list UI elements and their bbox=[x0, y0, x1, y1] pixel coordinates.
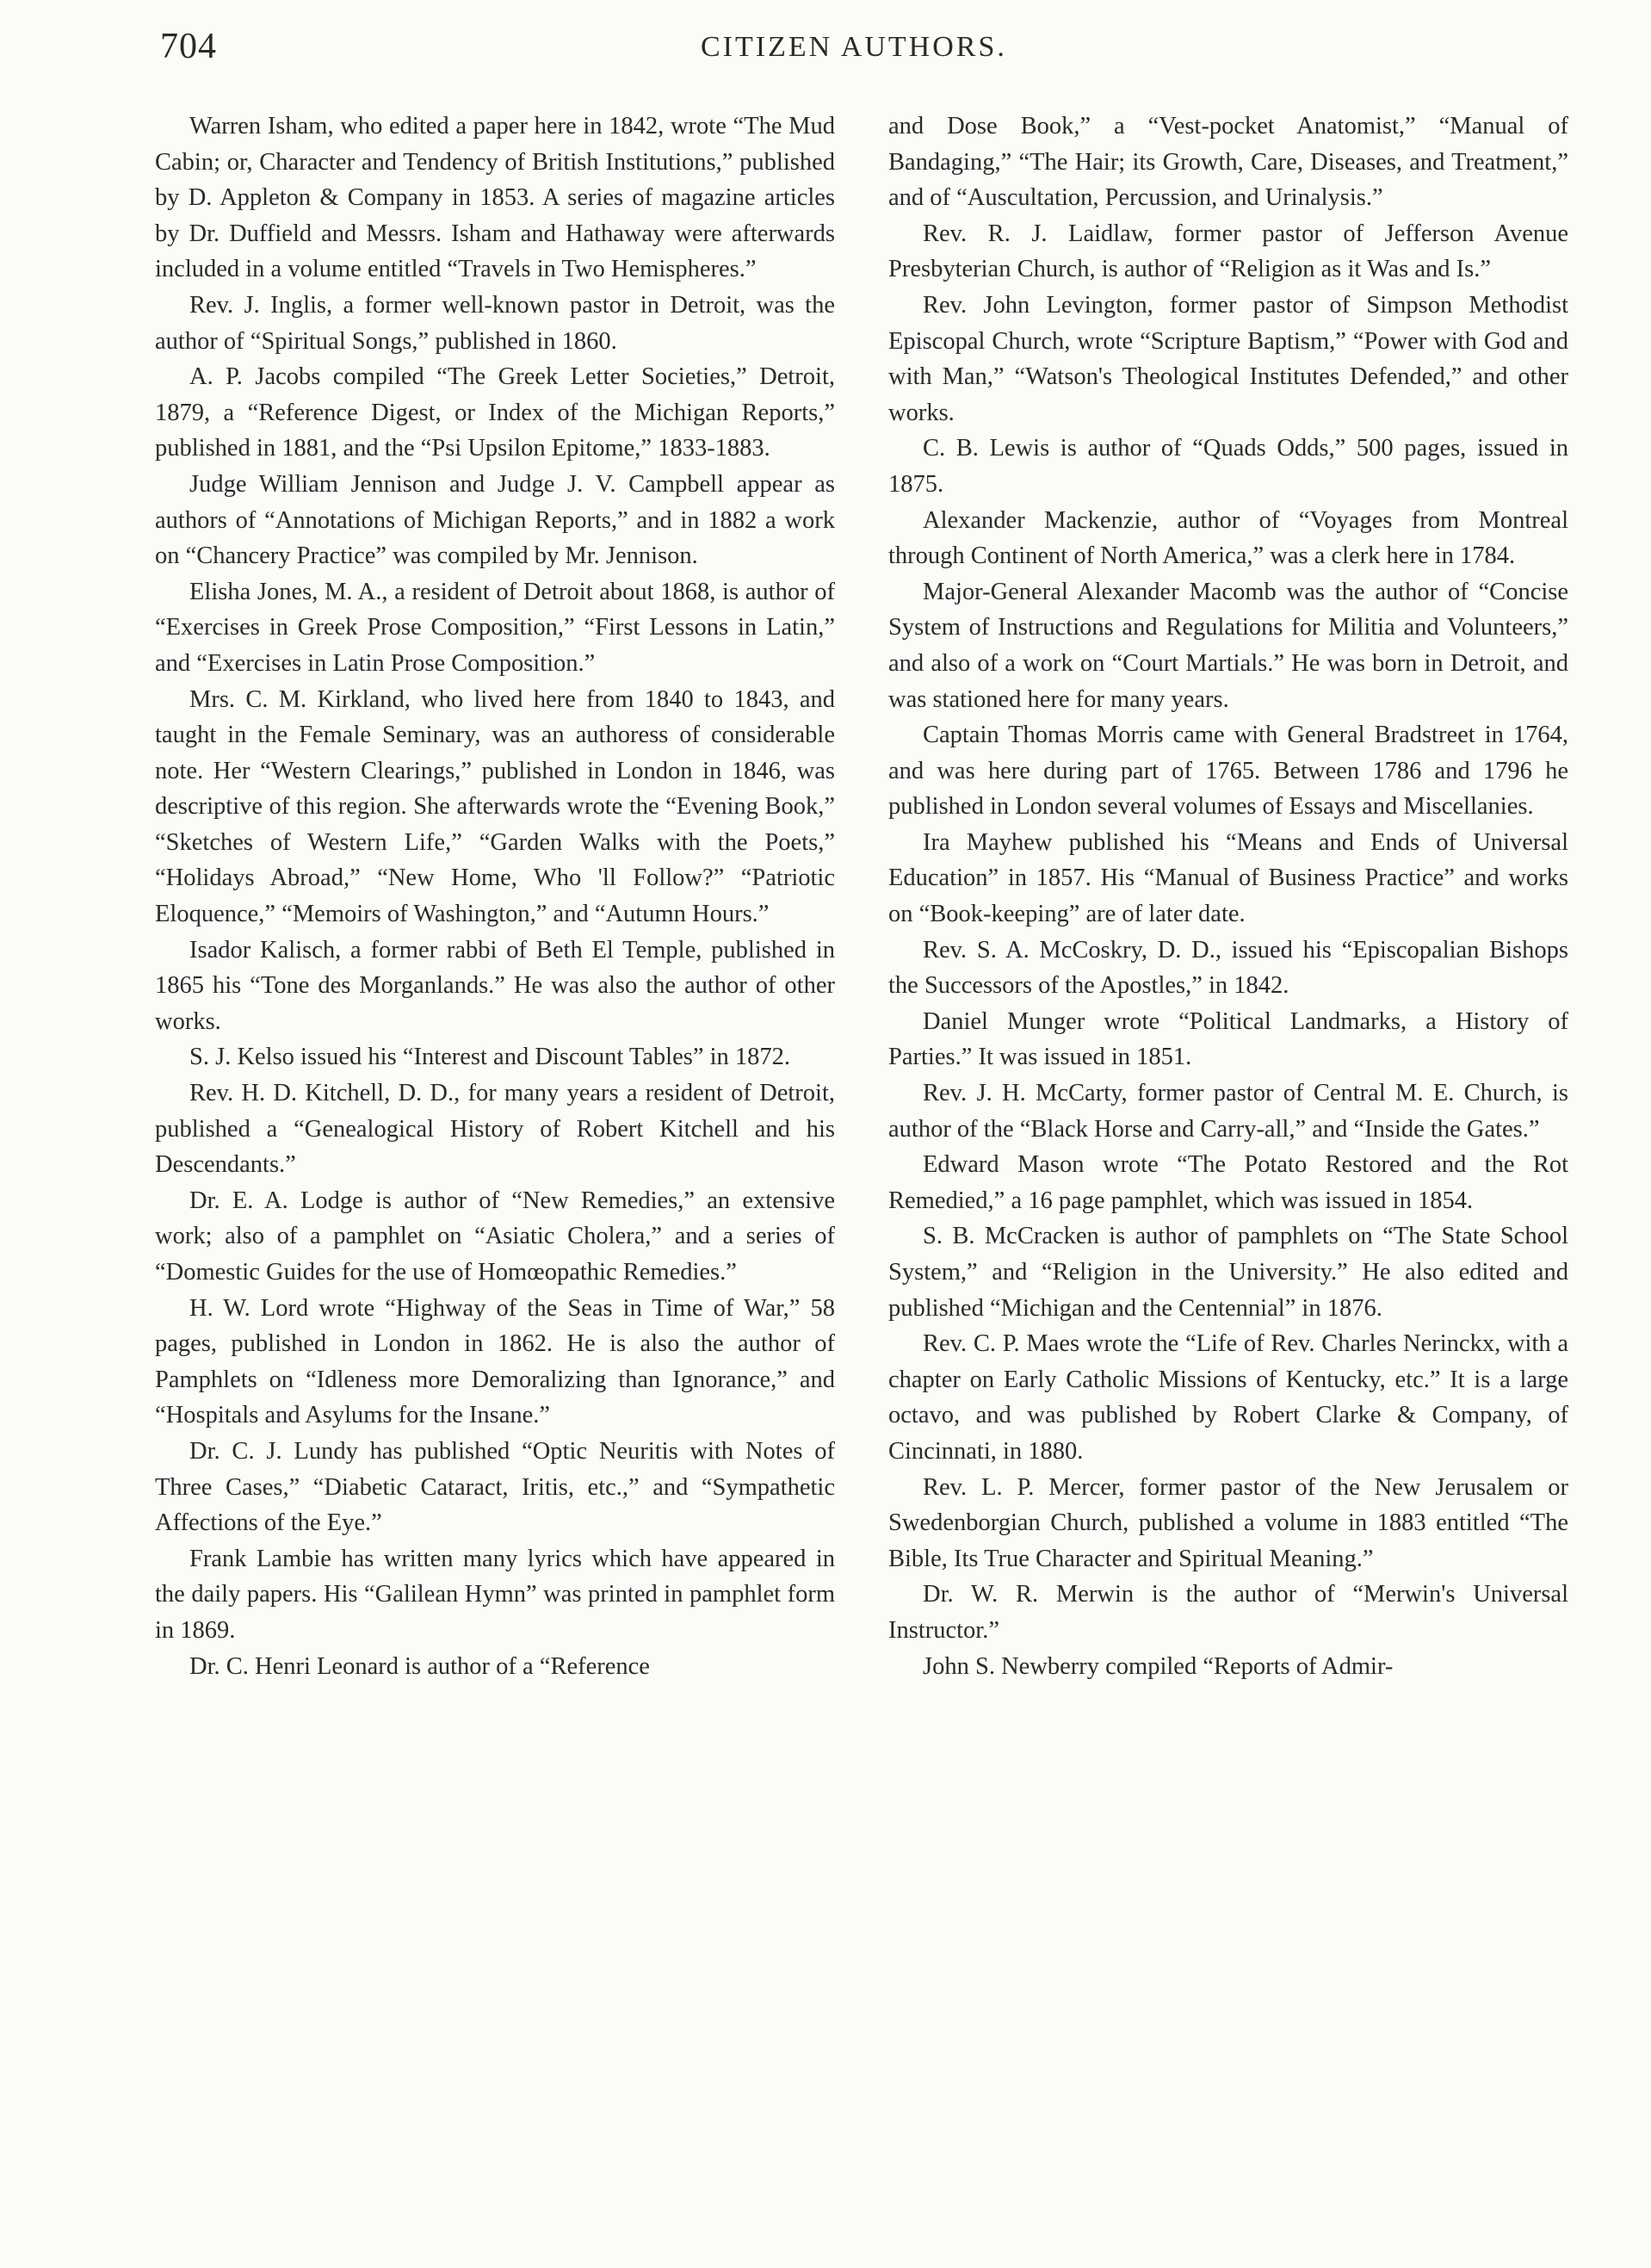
paragraph: Major-General Alexander Macomb was the author of “Concise System of Instructions and Regulations for Militia and Volunteers,” and also of a work on “Court Martials.” He was born in Detroit, and was stationed here for many years. bbox=[888, 578, 1568, 713]
left-column bbox=[155, 108, 835, 1684]
paragraph: Rev. J. H. McCarty, former pastor of Central M. E. Church, is author of the “Black Horse and Carry-all,” and “Inside the Gates.” bbox=[888, 1080, 1568, 1143]
paragraph: C. B. Lewis is author of “Quads Odds,” 500 pages, issued in 1875. bbox=[888, 435, 1568, 498]
paragraph: Rev. R. J. Laidlaw, former pastor of Jefferson Avenue Presbyterian Church, is author of “Religion as it Was and Is.” bbox=[888, 220, 1568, 283]
paragraph: Captain Thomas Morris came with General Bradstreet in 1764, and was here during part of 1765. Between 1786 and 1796 he published in London several volumes of Essays and Miscellanies. bbox=[888, 722, 1568, 821]
paragraph: Dr. C. J. Lundy has published “Optic Neuritis with Notes of Three Cases,” “Diabetic Cataract, Iritis, etc.,” and “Sympathetic Affections of the Eye.” bbox=[155, 1437, 835, 1537]
paragraph: Dr. W. R. Merwin is the author of “Merwin's Universal Instructor.” bbox=[888, 1581, 1568, 1644]
running-head: CITIZEN AUTHORS. bbox=[701, 31, 1007, 63]
paragraph: Ira Mayhew published his “Means and Ends of Universal Education” in 1857. His “Manual of Business Practice” and works on “Book-keeping” are of later date. bbox=[888, 828, 1568, 928]
continued-paragraph: and Dose Book,” a “Vest-pocket Anatomist,” “Manual of Bandaging,” “The Hair; its Growth, Care, Diseases, and Treatment,” and of “Auscultation, Percussion, and Urinalysis.” bbox=[888, 113, 1568, 212]
paragraph: Rev. C. P. Maes wrote the “Life of Rev. Charles Nerinckx, with a chapter on Early Catholic Missions of Kentucky, etc.” It is a large octavo, and was published by Robert Clarke & Company, of Cincinnati, in 1880. bbox=[888, 1330, 1568, 1465]
paragraph: Judge William Jennison and Judge J. V. Campbell appear as authors of “Annotations of Michigan Reports,” and in 1882 a work on “Chancery Practice” was compiled by Mr. Jennison. bbox=[155, 470, 835, 570]
paragraph: A. P. Jacobs compiled “The Greek Letter Societies,” Detroit, 1879, a “Reference Digest, or Index of the Michigan Reports,” published in 1881, and the “Psi Upsilon Epitome,” 1833-1883. bbox=[155, 363, 835, 462]
paragraph: Daniel Munger wrote “Political Landmarks, a History of Parties.” It was issued in 1851. bbox=[888, 1007, 1568, 1071]
paragraph: Edward Mason wrote “The Potato Restored and the Rot Remedied,” a 16 page pamphlet, which was issued in 1854. bbox=[888, 1151, 1568, 1214]
paragraph: Dr. E. A. Lodge is author of “New Remedies,” an extensive work; also of a pamphlet on “Asiatic Cholera,” and a series of “Domestic Guides for the use of Homœopathic Remedies.” bbox=[155, 1187, 835, 1286]
paragraph: Rev. H. D. Kitchell, D. D., for many years a resident of Detroit, published a “Genealogical History of Robert Kitchell and his Descendants.” bbox=[155, 1080, 835, 1179]
page-number: 704 bbox=[160, 27, 217, 66]
paragraph: Alexander Mackenzie, author of “Voyages from Montreal through Continent of North America,” was a clerk here in 1784. bbox=[888, 506, 1568, 570]
paragraph: Rev. S. A. McCoskry, D. D., issued his “Episcopalian Bishops the Successors of the Apostles,” in 1842. bbox=[888, 936, 1568, 1000]
page-header bbox=[0, 26, 1651, 77]
paragraph: Isador Kalisch, a former rabbi of Beth El Temple, published in 1865 his “Tone des Morganlands.” He was also the author of other works. bbox=[155, 936, 835, 1035]
paragraph: Rev. L. P. Mercer, former pastor of the New Jerusalem or Swedenborgian Church, published a volume in 1883 entitled “The Bible, Its True Character and Spiritual Meaning.” bbox=[888, 1473, 1568, 1572]
paragraph: Warren Isham, who edited a paper here in 1842, wrote “The Mud Cabin; or, Character and Tendency of British Institutions,” published by D. Appleton & Company in 1853. A series of magazine articles by Dr. Duffield and Messrs. Isham and Hathaway were afterwards included in a volume entitled “Travels in Two Hemispheres.” bbox=[155, 113, 835, 283]
paragraph: Rev. J. Inglis, a former well-known pastor in Detroit, was the author of “Spiritual Songs,” published in 1860. bbox=[155, 291, 835, 355]
right-column bbox=[888, 108, 1568, 1684]
paragraph: S. J. Kelso issued his “Interest and Discount Tables” in 1872. bbox=[189, 1044, 791, 1071]
paragraph: Mrs. C. M. Kirkland, who lived here from 1840 to 1843, and taught in the Female Seminary, was an authoress of considerable note. Her “Western Clearings,” published in London in 1846, was descriptive of this region. She afterwards wrote the “Evening Book,” “Sketches of Western Life,” “Garden Walks with the Poets,” “Holidays Abroad,” “New Home, Who 'll Follow?” “Patriotic Eloquence,” “Memoirs of Washington,” and “Autumn Hours.” bbox=[155, 685, 835, 928]
paragraph: Elisha Jones, M. A., a resident of Detroit about 1868, is author of “Exercises in Greek Prose Composition,” “First Lessons in Latin,” and “Exercises in Latin Prose Composition.” bbox=[155, 578, 835, 677]
paragraph: S. B. McCracken is author of pamphlets on “The State School System,” and “Religion in the University.” He also edited and published “Michigan and the Centennial” in 1876. bbox=[888, 1223, 1568, 1322]
paragraph: Rev. John Levington, former pastor of Simpson Methodist Episcopal Church, wrote “Scripture Baptism,” “Power with God and with Man,” “Watson's Theological Institutes Defended,” and other works. bbox=[888, 291, 1568, 426]
paragraph: John S. Newberry compiled “Reports of Admir- bbox=[923, 1652, 1394, 1680]
paragraph: Frank Lambie has written many lyrics which have appeared in the daily papers. His “Galilean Hymn” was printed in pamphlet form in 1869. bbox=[155, 1545, 835, 1644]
paragraph: Dr. C. Henri Leonard is author of a “Reference bbox=[189, 1652, 650, 1680]
paragraph: H. W. Lord wrote “Highway of the Seas in Time of War,” 58 pages, published in London in 1862. He is also the author of Pamphlets on “Idleness more Demoralizing than Ignorance,” and “Hospitals and Asylums for the Insane.” bbox=[155, 1294, 835, 1429]
